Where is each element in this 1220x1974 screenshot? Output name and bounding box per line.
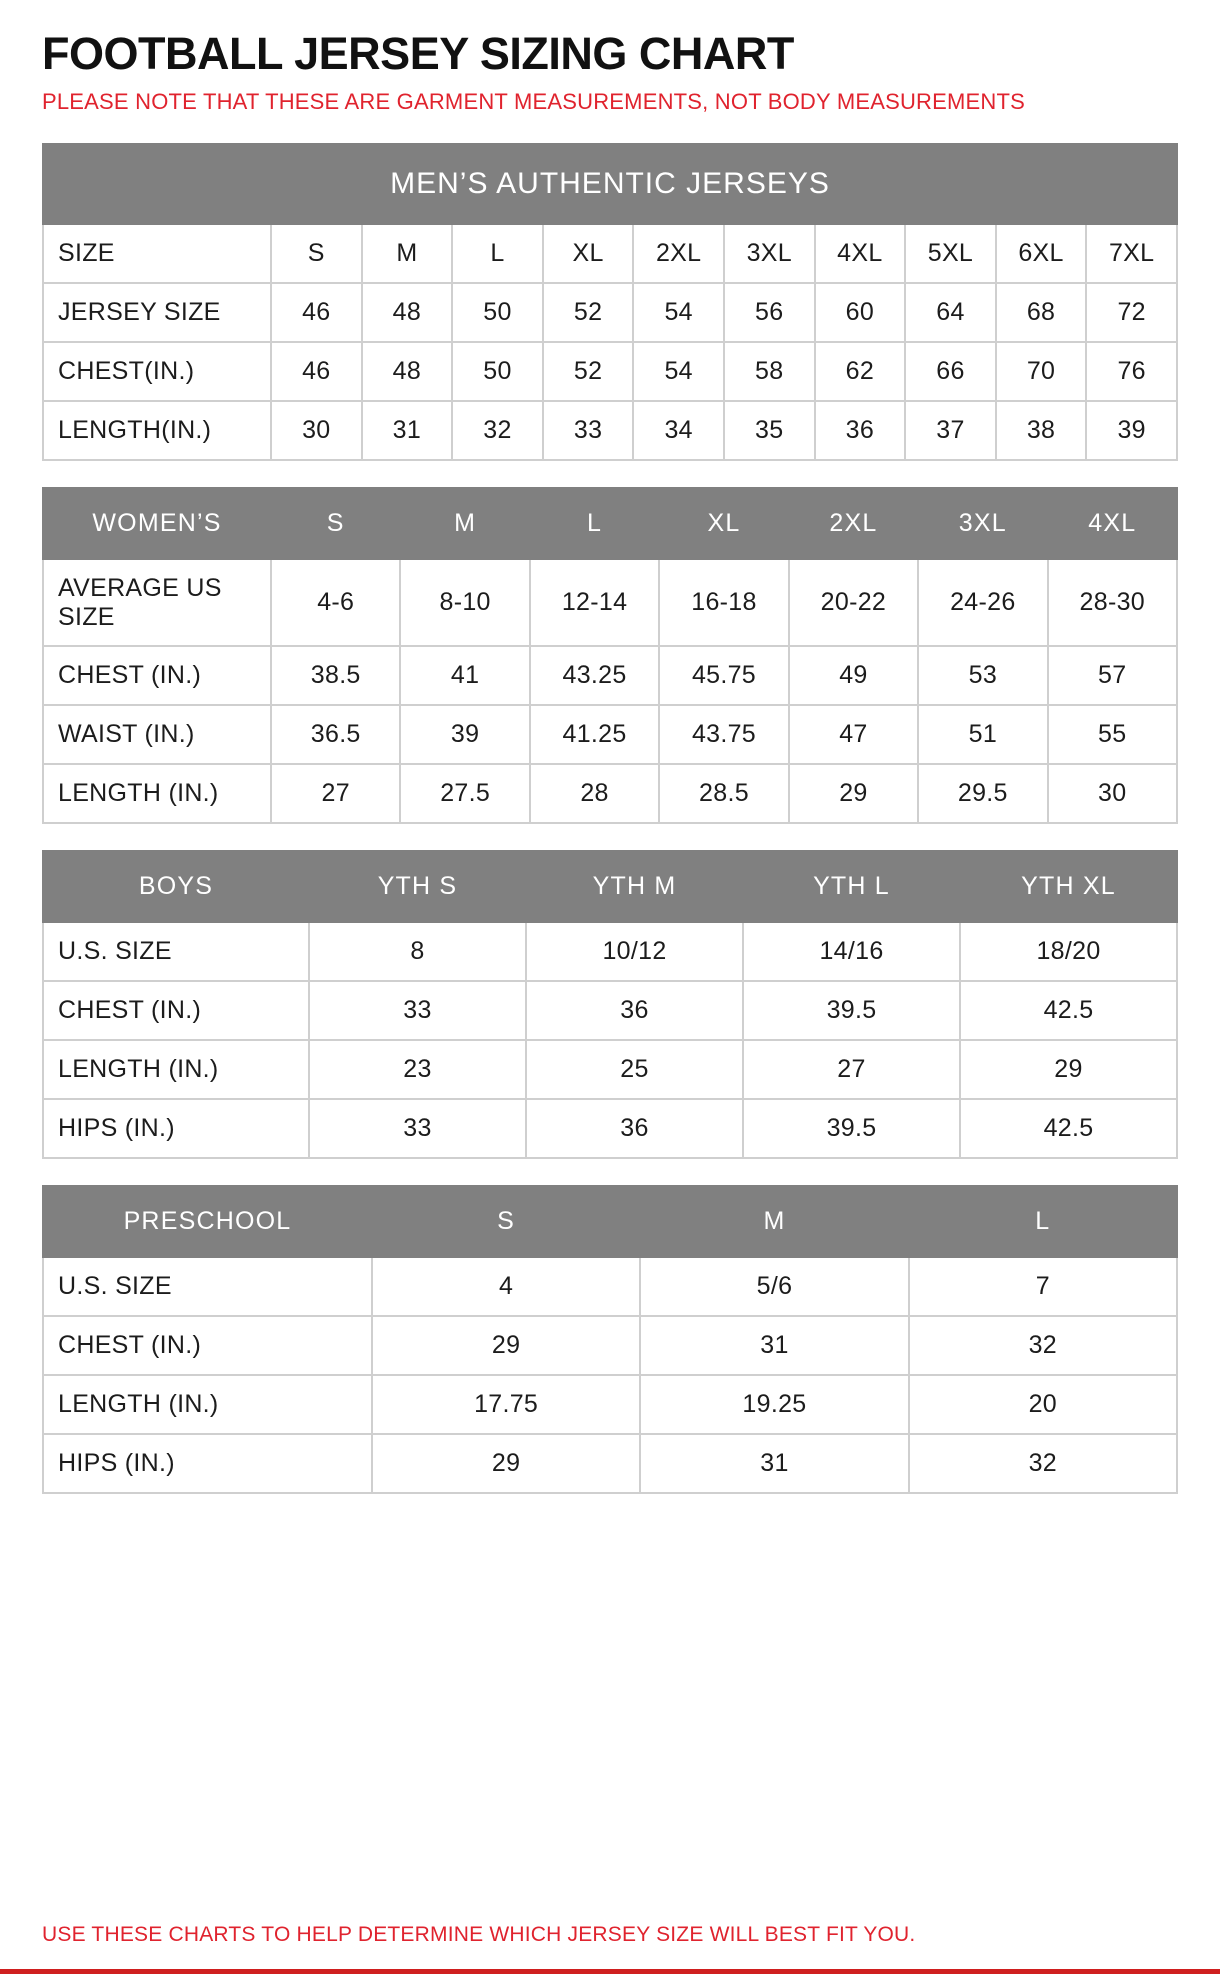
data-cell: 43.75 — [659, 705, 788, 764]
table-row — [43, 283, 1177, 342]
data-cell: 5/6 — [640, 1257, 908, 1316]
mens-sizing-table — [42, 143, 1178, 461]
data-cell: 68 — [996, 283, 1087, 342]
data-cell: 4-6 — [271, 559, 400, 647]
page-title: FOOTBALL JERSEY SIZING CHART — [42, 28, 794, 79]
mens-size-cell: S — [271, 224, 362, 283]
row-label: CHEST (IN.) — [43, 981, 309, 1040]
data-cell: 4 — [372, 1257, 640, 1316]
womens-size-cell: S — [271, 488, 400, 559]
data-cell: 35 — [724, 401, 815, 460]
table-row — [43, 1375, 1177, 1434]
data-cell: 28 — [530, 764, 659, 823]
data-cell: 36 — [526, 1099, 743, 1158]
table-row — [43, 342, 1177, 401]
data-cell: 38 — [996, 401, 1087, 460]
data-cell: 48 — [362, 283, 453, 342]
row-label: LENGTH (IN.) — [43, 764, 271, 823]
row-label: LENGTH (IN.) — [43, 1375, 372, 1434]
data-cell: 52 — [543, 283, 634, 342]
data-cell: 25 — [526, 1040, 743, 1099]
data-cell: 60 — [815, 283, 906, 342]
table-row — [43, 224, 1177, 283]
data-cell: 62 — [815, 342, 906, 401]
data-cell: 32 — [909, 1316, 1177, 1375]
data-cell: 42.5 — [960, 1099, 1177, 1158]
womens-size-cell: M — [400, 488, 529, 559]
table-row — [43, 922, 1177, 981]
womens-size-cell: 4XL — [1048, 488, 1177, 559]
data-cell: 34 — [633, 401, 724, 460]
data-cell: 41.25 — [530, 705, 659, 764]
data-cell: 50 — [452, 342, 543, 401]
data-cell: 29 — [960, 1040, 1177, 1099]
mens-size-label: SIZE — [43, 224, 271, 283]
mens-size-cell: XL — [543, 224, 634, 283]
data-cell: 33 — [309, 981, 526, 1040]
data-cell: 70 — [996, 342, 1087, 401]
data-cell: 30 — [1048, 764, 1177, 823]
mens-size-cell: L — [452, 224, 543, 283]
data-cell: 56 — [724, 283, 815, 342]
footer-note: USE THESE CHARTS TO HELP DETERMINE WHICH JERSEY SIZE WILL BEST FIT YOU. — [42, 1923, 916, 1946]
data-cell: 43.25 — [530, 646, 659, 705]
data-cell: 8 — [309, 922, 526, 981]
data-cell: 66 — [905, 342, 996, 401]
data-cell: 49 — [789, 646, 918, 705]
data-cell: 29 — [372, 1316, 640, 1375]
data-cell: 51 — [918, 705, 1047, 764]
data-cell: 31 — [640, 1316, 908, 1375]
data-cell: 31 — [362, 401, 453, 460]
data-cell: 36.5 — [271, 705, 400, 764]
preschool-size-cell: L — [909, 1186, 1177, 1257]
data-cell: 30 — [271, 401, 362, 460]
table-row — [43, 1316, 1177, 1375]
data-cell: 42.5 — [960, 981, 1177, 1040]
womens-size-cell: L — [530, 488, 659, 559]
table-row — [43, 401, 1177, 460]
boys-size-cell: YTH S — [309, 851, 526, 922]
row-label: HIPS (IN.) — [43, 1099, 309, 1158]
preschool-size-cell: S — [372, 1186, 640, 1257]
preschool-sizing-table — [42, 1185, 1178, 1494]
row-label: HIPS (IN.) — [43, 1434, 372, 1493]
data-cell: 19.25 — [640, 1375, 908, 1434]
measurement-note: PLEASE NOTE THAT THESE ARE GARMENT MEASUREMENTS, NOT BODY MEASUREMENTS — [42, 89, 1026, 115]
data-cell: 39.5 — [743, 1099, 960, 1158]
data-cell: 29.5 — [918, 764, 1047, 823]
mens-band-title: MEN’S AUTHENTIC JERSEYS — [43, 144, 1177, 224]
mens-size-cell: 7XL — [1086, 224, 1177, 283]
row-label: CHEST(IN.) — [43, 342, 271, 401]
data-cell: 16-18 — [659, 559, 788, 647]
data-cell: 52 — [543, 342, 634, 401]
row-label: AVERAGE US SIZE — [43, 559, 271, 647]
table-header-band-row — [43, 488, 1177, 559]
data-cell: 8-10 — [400, 559, 529, 647]
data-cell: 36 — [526, 981, 743, 1040]
data-cell: 23 — [309, 1040, 526, 1099]
data-cell: 58 — [724, 342, 815, 401]
data-cell: 17.75 — [372, 1375, 640, 1434]
data-cell: 46 — [271, 342, 362, 401]
boys-size-cell: YTH XL — [960, 851, 1177, 922]
row-label: U.S. SIZE — [43, 1257, 372, 1316]
boys-band-title: BOYS — [43, 851, 309, 922]
womens-size-cell: XL — [659, 488, 788, 559]
boys-size-cell: YTH L — [743, 851, 960, 922]
data-cell: 72 — [1086, 283, 1177, 342]
data-cell: 76 — [1086, 342, 1177, 401]
table-row — [43, 1434, 1177, 1493]
data-cell: 45.75 — [659, 646, 788, 705]
data-cell: 14/16 — [743, 922, 960, 981]
table-row — [43, 559, 1177, 647]
womens-band-title: WOMEN’S — [43, 488, 271, 559]
data-cell: 27 — [271, 764, 400, 823]
data-cell: 39 — [1086, 401, 1177, 460]
data-cell: 12-14 — [530, 559, 659, 647]
row-label: LENGTH (IN.) — [43, 1040, 309, 1099]
womens-sizing-table — [42, 487, 1178, 825]
data-cell: 32 — [909, 1434, 1177, 1493]
mens-size-cell: 6XL — [996, 224, 1087, 283]
row-label: CHEST (IN.) — [43, 646, 271, 705]
data-cell: 18/20 — [960, 922, 1177, 981]
data-cell: 54 — [633, 342, 724, 401]
data-cell: 28-30 — [1048, 559, 1177, 647]
data-cell: 39 — [400, 705, 529, 764]
data-cell: 27 — [743, 1040, 960, 1099]
womens-size-cell: 3XL — [918, 488, 1047, 559]
table-row — [43, 1257, 1177, 1316]
table-row — [43, 705, 1177, 764]
data-cell: 29 — [789, 764, 918, 823]
data-cell: 7 — [909, 1257, 1177, 1316]
boys-size-cell: YTH M — [526, 851, 743, 922]
table-row — [43, 1040, 1177, 1099]
table-row — [43, 646, 1177, 705]
preschool-band-title: PRESCHOOL — [43, 1186, 372, 1257]
table-row — [43, 981, 1177, 1040]
data-cell: 64 — [905, 283, 996, 342]
table-row — [43, 1099, 1177, 1158]
data-cell: 47 — [789, 705, 918, 764]
data-cell: 39.5 — [743, 981, 960, 1040]
data-cell: 24-26 — [918, 559, 1047, 647]
data-cell: 46 — [271, 283, 362, 342]
data-cell: 48 — [362, 342, 453, 401]
data-cell: 31 — [640, 1434, 908, 1493]
data-cell: 10/12 — [526, 922, 743, 981]
data-cell: 37 — [905, 401, 996, 460]
mens-size-cell: 3XL — [724, 224, 815, 283]
row-label: WAIST (IN.) — [43, 705, 271, 764]
table-header-band-row — [43, 1186, 1177, 1257]
boys-sizing-table — [42, 850, 1178, 1159]
data-cell: 57 — [1048, 646, 1177, 705]
data-cell: 20 — [909, 1375, 1177, 1434]
mens-size-cell: 5XL — [905, 224, 996, 283]
table-header-band-row — [43, 851, 1177, 922]
row-label: U.S. SIZE — [43, 922, 309, 981]
row-label: LENGTH(IN.) — [43, 401, 271, 460]
womens-size-cell: 2XL — [789, 488, 918, 559]
row-label: JERSEY SIZE — [43, 283, 271, 342]
preschool-size-cell: M — [640, 1186, 908, 1257]
row-label: CHEST (IN.) — [43, 1316, 372, 1375]
data-cell: 27.5 — [400, 764, 529, 823]
data-cell: 29 — [372, 1434, 640, 1493]
data-cell: 53 — [918, 646, 1047, 705]
table-header-band-row — [43, 144, 1177, 224]
mens-size-cell: M — [362, 224, 453, 283]
data-cell: 36 — [815, 401, 906, 460]
mens-size-cell: 4XL — [815, 224, 906, 283]
data-cell: 54 — [633, 283, 724, 342]
data-cell: 33 — [543, 401, 634, 460]
data-cell: 20-22 — [789, 559, 918, 647]
mens-size-cell: 2XL — [633, 224, 724, 283]
data-cell: 50 — [452, 283, 543, 342]
data-cell: 33 — [309, 1099, 526, 1158]
data-cell: 55 — [1048, 705, 1177, 764]
data-cell: 41 — [400, 646, 529, 705]
data-cell: 32 — [452, 401, 543, 460]
data-cell: 38.5 — [271, 646, 400, 705]
data-cell: 28.5 — [659, 764, 788, 823]
table-row — [43, 764, 1177, 823]
